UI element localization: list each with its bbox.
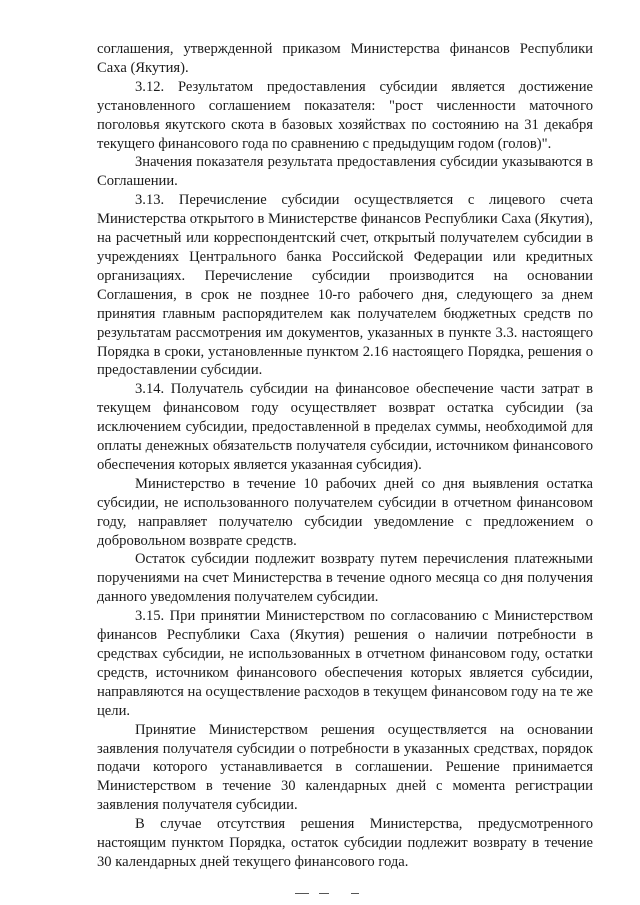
paragraph: 3.12. Результатом предоставления субсидии является достижение установленного соглашением показателя: "рост численности маточного поголовья якутского скота в базовых хозяйствах по состоянию на 31 декабря текущего финансового года по сравнению с предыдущим годом (голов)".	[97, 78, 593, 152]
paragraph: 3.14. Получатель субсидии на финансовое обеспечение части затрат в текущем финансовом году осуществляет возврат остатка субсидии (за исключением субсидии, предоставленной в пределах суммы, необходимой для оплаты денежных обязательств получателя субсидии, источником финансового обеспечения которых является указанная субсидия).	[97, 381, 593, 473]
scan-artifact-marks	[295, 893, 375, 895]
paragraph: 3.15. При принятии Министерством по согласованию с Министерством финансов Республики Саха (Якутия) решения о наличии потребности в средствах субсидии, не использованных в отчетном финансовом году, остатки средств, источником финансового обеспечения которых является субсидии, направляются на осуществление расходов в текущем финансовом году на те же цели.	[97, 608, 593, 719]
scan-mark	[319, 893, 329, 894]
scan-mark	[295, 893, 309, 894]
paragraph: 3.13. Перечисление субсидии осуществляется с лицевого счета Министерства открытого в Министерстве финансов Республики Саха (Якутия), на расчетный или корреспондентский счет, открытый получателем субсидии в учреждениях Центрального банка Российской Федерации или кредитных организациях. Перечисление субсидии производится на основании Соглашения, в срок не позднее 10-го рабочего дня, следующего за днем принятия главным распорядителем как получателем бюджетных средств по результатам рассмотрения им документов, указанных в пункте 3.3. настоящего Порядка в сроки, установленные пунктом 2.16 настоящего Порядка, решения о предоставлении субсидии.	[97, 192, 593, 379]
paragraph: В случае отсутствия решения Министерства, предусмотренного настоящим пунктом Порядка, остаток субсидии подлежит возврату в течение 30 календарных дней текущего финансового года.	[97, 816, 593, 870]
paragraph: Принятие Министерством решения осуществляется на основании заявления получателя субсидии о потребности в указанных средствах, порядок подачи которого устанавливается в соглашении. Решение принимается Министерством в течение 30 календарных дней с момента регистрации заявления получателя субсидии.	[97, 721, 593, 814]
paragraph: Министерство в течение 10 рабочих дней со дня выявления остатка субсидии, не использованного получателем субсидии в отчетном финансовом году, направляет получателю субсидии уведомление с предложением о добровольном возврате средств.	[97, 475, 593, 549]
paragraph: соглашения, утвержденной приказом Министерства финансов Республики Саха (Якутия).	[97, 41, 593, 76]
scan-mark	[351, 893, 359, 894]
document-page	[97, 40, 593, 872]
paragraph: Значения показателя результата предоставления субсидии указываются в Соглашении.	[97, 154, 593, 190]
paragraph: Остаток субсидии подлежит возврату путем перечисления платежными поручениями на счет Министерства в течение одного месяца со дня получения данного уведомления получателем субсидии.	[97, 551, 593, 606]
